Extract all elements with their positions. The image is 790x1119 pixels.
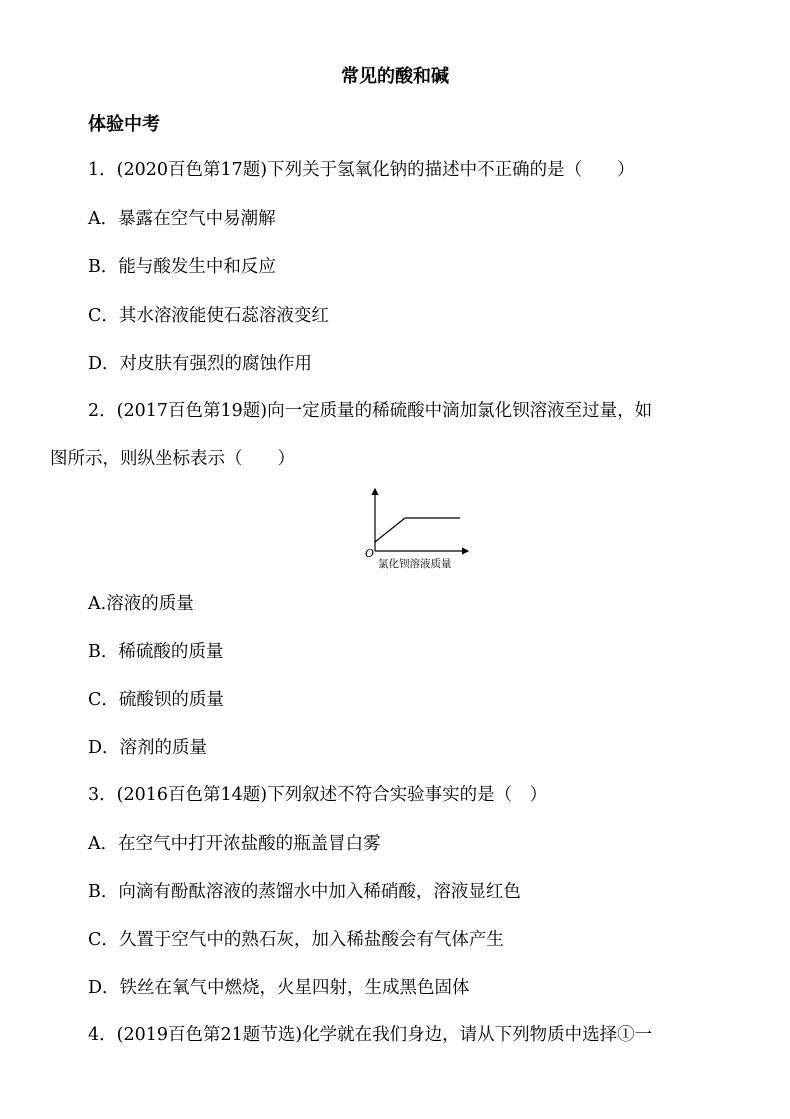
question-1-option-c: C．其水溶液能使石蕊溶液变红 — [88, 306, 329, 326]
x-axis-label: 氯化钡溶液质量 — [378, 558, 452, 570]
page-title: 常见的酸和碱 — [341, 66, 449, 87]
question-2-stem: 2．(2017百色第19题)向一定质量的稀硫酸中滴加氯化钡溶液至过量，如 — [88, 401, 653, 421]
question-1-option-a: A．暴露在空气中易潮解 — [88, 209, 276, 229]
question-2-option-c: C．硫酸钡的质量 — [88, 690, 224, 710]
question-1-option-b: B．能与酸发生中和反应 — [88, 257, 276, 277]
section-heading: 体验中考 — [88, 114, 160, 135]
question-3-option-a: A．在空气中打开浓盐酸的瓶盖冒白雾 — [88, 834, 381, 854]
curve — [375, 518, 460, 542]
question-4-stem: 4．(2019百色第21题节选)化学就在我们身边，请从下列物质中选择①一 — [88, 1025, 653, 1045]
question-2-figure — [360, 483, 480, 573]
question-3-option-d: D．铁丝在氧气中燃烧，火星四射，生成黑色固体 — [88, 978, 470, 998]
question-2-option-b: B．稀硫酸的质量 — [88, 642, 224, 662]
question-3-option-c: C．久置于空气中的熟石灰，加入稀盐酸会有气体产生 — [88, 930, 504, 950]
origin-label: O — [365, 547, 375, 560]
figure-graph — [360, 483, 480, 573]
question-3-option-b: B．向滴有酚酞溶液的蒸馏水中加入稀硝酸，溶液显红色 — [88, 882, 521, 902]
question-3-stem: 3．(2016百色第14题)下列叙述不符合实验事实的是（ ） — [88, 785, 548, 805]
question-2-option-d: D．溶剂的质量 — [88, 738, 208, 758]
question-2-option-a: A.溶液的质量 — [88, 594, 194, 614]
question-2-stem-continuation: 图所示，则纵坐标表示（ ） — [50, 449, 295, 469]
question-1-stem: 1．(2020百色第17题)下列关于氢氧化钠的描述中不正确的是（ ） — [88, 160, 635, 180]
question-1-option-d: D．对皮肤有强烈的腐蚀作用 — [88, 354, 313, 374]
